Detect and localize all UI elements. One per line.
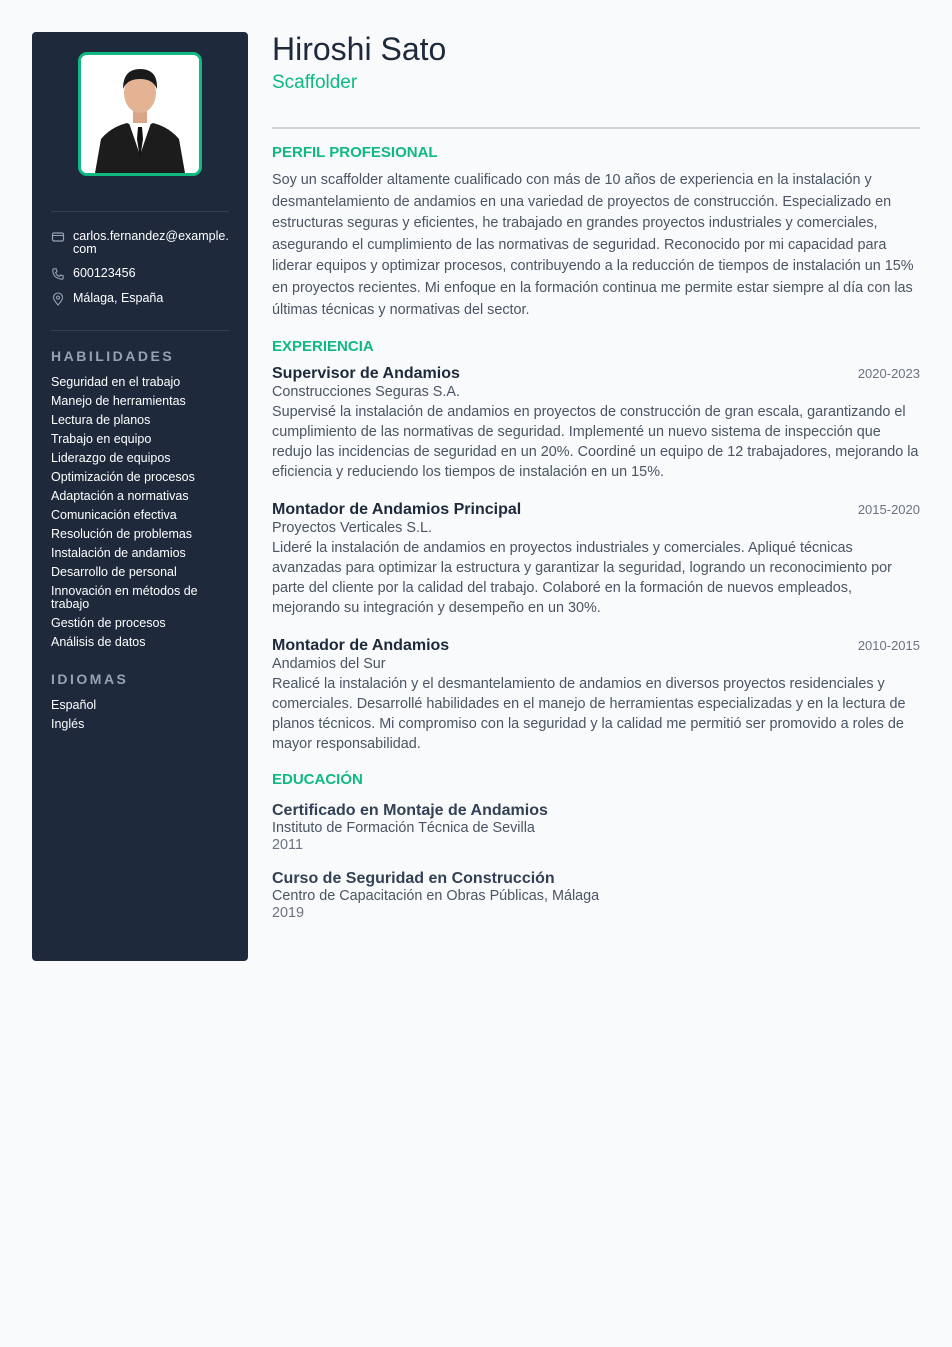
- location-text: Málaga, España: [73, 291, 164, 305]
- skill-item: Desarrollo de personal: [51, 565, 177, 579]
- job-header: [272, 364, 920, 383]
- experience-heading: EXPERIENCIA: [272, 338, 374, 356]
- job-entry: [272, 500, 920, 618]
- language-item: Español: [51, 698, 97, 712]
- education-year: 2011: [272, 837, 303, 854]
- header-divider: [272, 127, 920, 129]
- skills-heading: HABILIDADES: [51, 348, 175, 364]
- job-company: Proyectos Verticales S.L.: [272, 520, 432, 537]
- languages-list: [51, 699, 229, 731]
- job-position: Montador de Andamios Principal: [272, 501, 522, 519]
- job-description: Realicé la instalación y el desmantelamiento de andamios en diversos proyectos residenciales y comerciales. Desarrollé habilidades en el manejo de herramientas especializadas y en la lectura de planos técnicos. Mi compromiso con la seguridad y la calidad me permitió ser promovido a roles de mayor responsabilidad.: [272, 676, 906, 753]
- location-pin-icon: [51, 292, 65, 306]
- education-entry: [272, 869, 920, 921]
- job-entry: [272, 636, 920, 754]
- education-year: 2019: [272, 905, 305, 922]
- education-degree: Curso de Seguridad en Construcción: [272, 870, 555, 888]
- job-title: Scaffolder: [272, 72, 358, 93]
- job-entry: [272, 364, 920, 482]
- job-dates: 2015-2020: [857, 502, 920, 518]
- skill-item: Resolución de problemas: [51, 527, 193, 541]
- job-header: [272, 500, 920, 519]
- avatar: [81, 55, 199, 173]
- skill-item: Innovación en métodos de trabajo: [51, 584, 198, 611]
- phone-text[interactable]: 600123456: [73, 266, 136, 280]
- summary-heading: PERFIL PROFESIONAL: [272, 144, 438, 161]
- skill-item: Instalación de andamios: [51, 546, 186, 560]
- summary-text: Soy un scaffolder altamente cualificado con más de 10 años de experiencia en la instalación y desmantelamiento de andamios en una variedad de proyectos de construcción. Especializado en estructuras seguras y eficientes, he trabajado en grandes proyectos industriales y comerciales, asegurando el cumplimiento de las normativas de seguridad. Reconocido por mi capacidad para liderar equipos y optimizar procesos, contribuyendo a la reducción de tiempos de instalación un 15% en proyectos recientes. Mi enfoque en la formación continua me permite estar siempre al día con las últimas técnicas y normativas del sector.: [272, 172, 914, 318]
- job-header: [272, 636, 920, 655]
- education-list: [272, 801, 920, 921]
- sidebar: [32, 32, 248, 961]
- education-institution: Instituto de Formación Técnica de Sevilla: [272, 820, 535, 837]
- contact-location: [51, 292, 229, 306]
- job-dates: 2020-2023: [857, 366, 920, 382]
- job-company: Construcciones Seguras S.A.: [272, 384, 460, 401]
- candidate-name: Hiroshi Sato: [272, 31, 447, 67]
- skills-list: [51, 376, 229, 649]
- experience-list: [272, 364, 920, 754]
- job-position: Montador de Andamios: [272, 637, 450, 655]
- skill-item: Análisis de datos: [51, 635, 146, 649]
- education-entry: [272, 801, 920, 853]
- skill-item: Lectura de planos: [51, 413, 151, 427]
- skill-item: Manejo de herramientas: [51, 394, 186, 408]
- job-description: Lideré la instalación de andamios en proyectos industriales y comerciales. Apliqué técnicas avanzadas para optimizar la estructura y garantizar la seguridad, logrando un reconocimiento por parte del cliente por la calidad del trabajo. Colaboré en la formación de nuevos empleados, mejorando su integración y desempeño en un 30%.: [272, 540, 892, 617]
- email-text[interactable]: carlos.fernandez@example.com: [73, 229, 229, 256]
- contact-phone: [51, 267, 229, 281]
- job-company: Andamios del Sur: [272, 656, 386, 673]
- phone-icon: [51, 267, 65, 281]
- contact-section: [51, 211, 229, 331]
- skill-item: Gestión de procesos: [51, 616, 166, 630]
- skill-item: Comunicación efectiva: [51, 508, 177, 522]
- job-description: Supervisé la instalación de andamios en proyectos de construcción de gran escala, garantizando el cumplimiento de las normativas de seguridad. Implementé un nuevo sistema de inspección que redujo las incidencias de seguridad en un 20%. Coordiné un equipo de 12 trabajadores, mejorando la eficiencia y reduciendo los tiempos de instalación en un 15%.: [272, 404, 919, 481]
- languages-heading: IDIOMAS: [51, 671, 129, 687]
- skill-item: Liderazgo de equipos: [51, 451, 171, 465]
- skill-item: Trabajo en equipo: [51, 432, 152, 446]
- education-heading: EDUCACIÓN: [272, 771, 363, 789]
- contact-email: [51, 230, 229, 256]
- job-position: Supervisor de Andamios: [272, 365, 460, 383]
- skill-item: Optimización de procesos: [51, 470, 195, 484]
- skill-item: Adaptación a normativas: [51, 489, 189, 503]
- profile-photo: [78, 52, 202, 176]
- education-institution: Centro de Capacitación en Obras Públicas, Málaga: [272, 888, 600, 905]
- email-icon: [51, 230, 65, 244]
- language-item: Inglés: [51, 717, 85, 731]
- education-degree: Certificado en Montaje de Andamios: [272, 802, 548, 820]
- main-content: [272, 30, 920, 937]
- job-dates: 2010-2015: [857, 638, 920, 654]
- skill-item: Seguridad en el trabajo: [51, 375, 181, 389]
